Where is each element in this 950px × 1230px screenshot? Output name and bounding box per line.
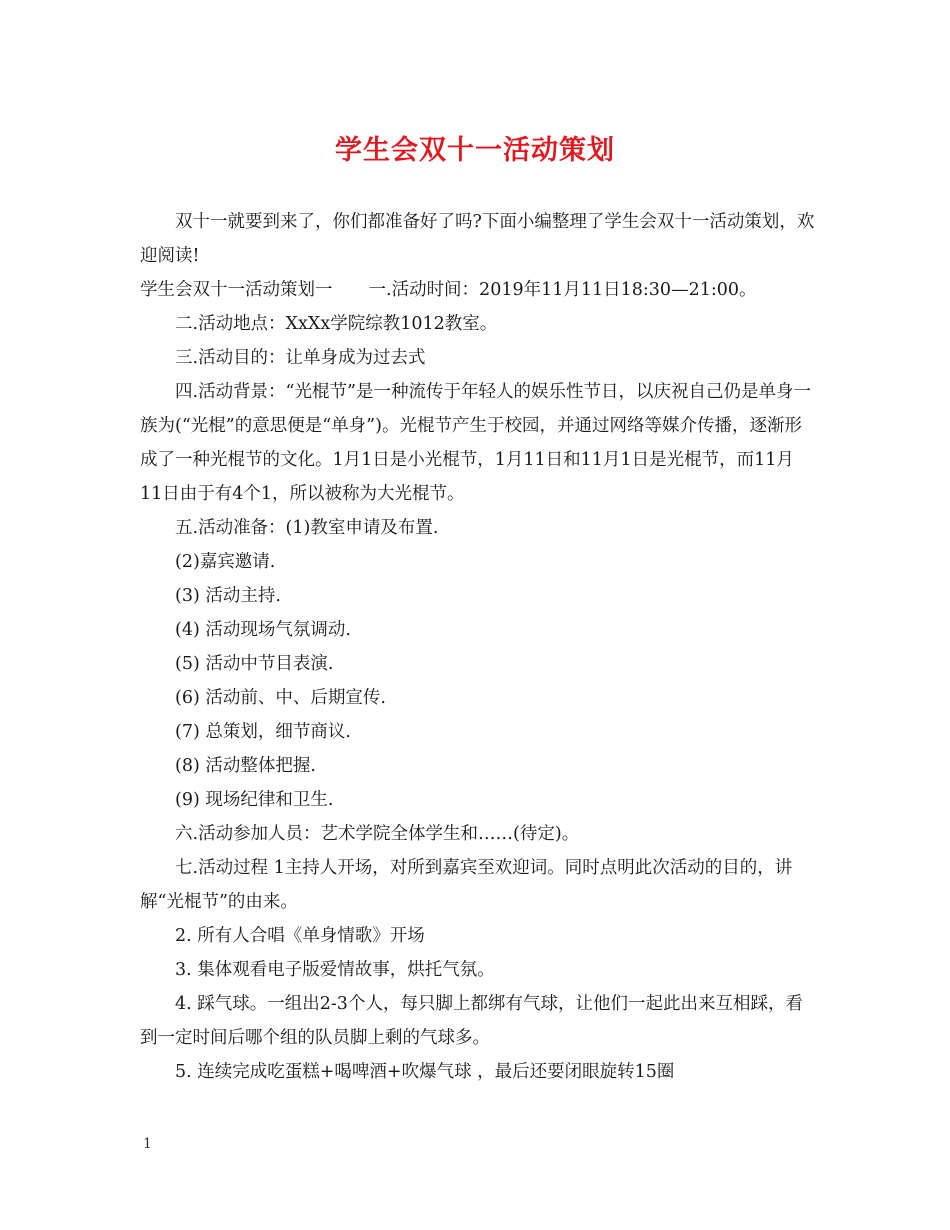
process-item: 2. 所有人合唱《单身情歌》开场	[175, 926, 425, 946]
plan-heading: 学生会双十一活动策划一	[140, 280, 333, 300]
prep-item: (4) 活动现场气氛调动.	[175, 620, 351, 640]
activity-purpose: 三.活动目的：让单身成为过去式	[175, 348, 426, 368]
activity-time: 一.活动时间：2019年11月11日18:30—21:00。	[368, 280, 757, 300]
document-title: 学生会双十一活动策划	[335, 135, 615, 166]
prep-item: (8) 活动整体把握.	[175, 756, 316, 776]
process-item: 七.活动过程 1主持人开场，对所到嘉宾至欢迎词。同时点明此次活动的目的，讲解“光棍节”的由来。	[140, 858, 793, 912]
process-item: 4. 踩气球。一组出2-3个人，每只脚上都绑有气球，让他们一起此出来互相踩，看到一定时间后哪个组的队员脚上剩的气球多。	[140, 994, 803, 1048]
prep-item: (5) 活动中节目表演.	[175, 654, 334, 674]
activity-participants: 六.活动参加人员：艺术学院全体学生和……(待定)。	[175, 824, 580, 844]
process-item: 5. 连续完成吃蛋糕+喝啤酒+吹爆气球 ，最后还要闭眼旋转15圈	[175, 1062, 675, 1082]
intro-paragraph: 双十一就要到来了，你们都准备好了吗?下面小编整理了学生会双十一活动策划，欢迎阅读!	[140, 212, 815, 266]
prep-item: (2)嘉宾邀请.	[175, 552, 276, 572]
prep-item: 五.活动准备：(1)教室申请及布置.	[175, 518, 439, 538]
prep-item: (7) 总策划，细节商议.	[175, 722, 351, 742]
prep-item: (6) 活动前、中、后期宣传.	[175, 688, 386, 708]
prep-item: (9) 现场纪律和卫生.	[175, 790, 334, 810]
process-item: 3. 集体观看电子版爱情故事，烘托气氛。	[175, 960, 495, 980]
plan-heading-line	[140, 273, 815, 307]
page-number: 1	[143, 1136, 152, 1152]
activity-place: 二.活动地点：XxXx学院综教1012教室。	[175, 314, 498, 334]
document-body	[140, 205, 815, 1089]
activity-background: 四.活动背景：“光棍节”是一种流传于年轻人的娱乐性节日，以庆祝自己仍是单身一族为(“光棍”的意思便是“单身”)。光棍节产生于校园，并通过网络等媒介传播，逐渐形成了一种光棍节的文化。1月1日是小光棍节，1月11日和11月1日是光棍节，而11月11日由于有4个1，所以被称为大光棍节。	[140, 382, 811, 504]
prep-item: (3) 活动主持.	[175, 586, 281, 606]
